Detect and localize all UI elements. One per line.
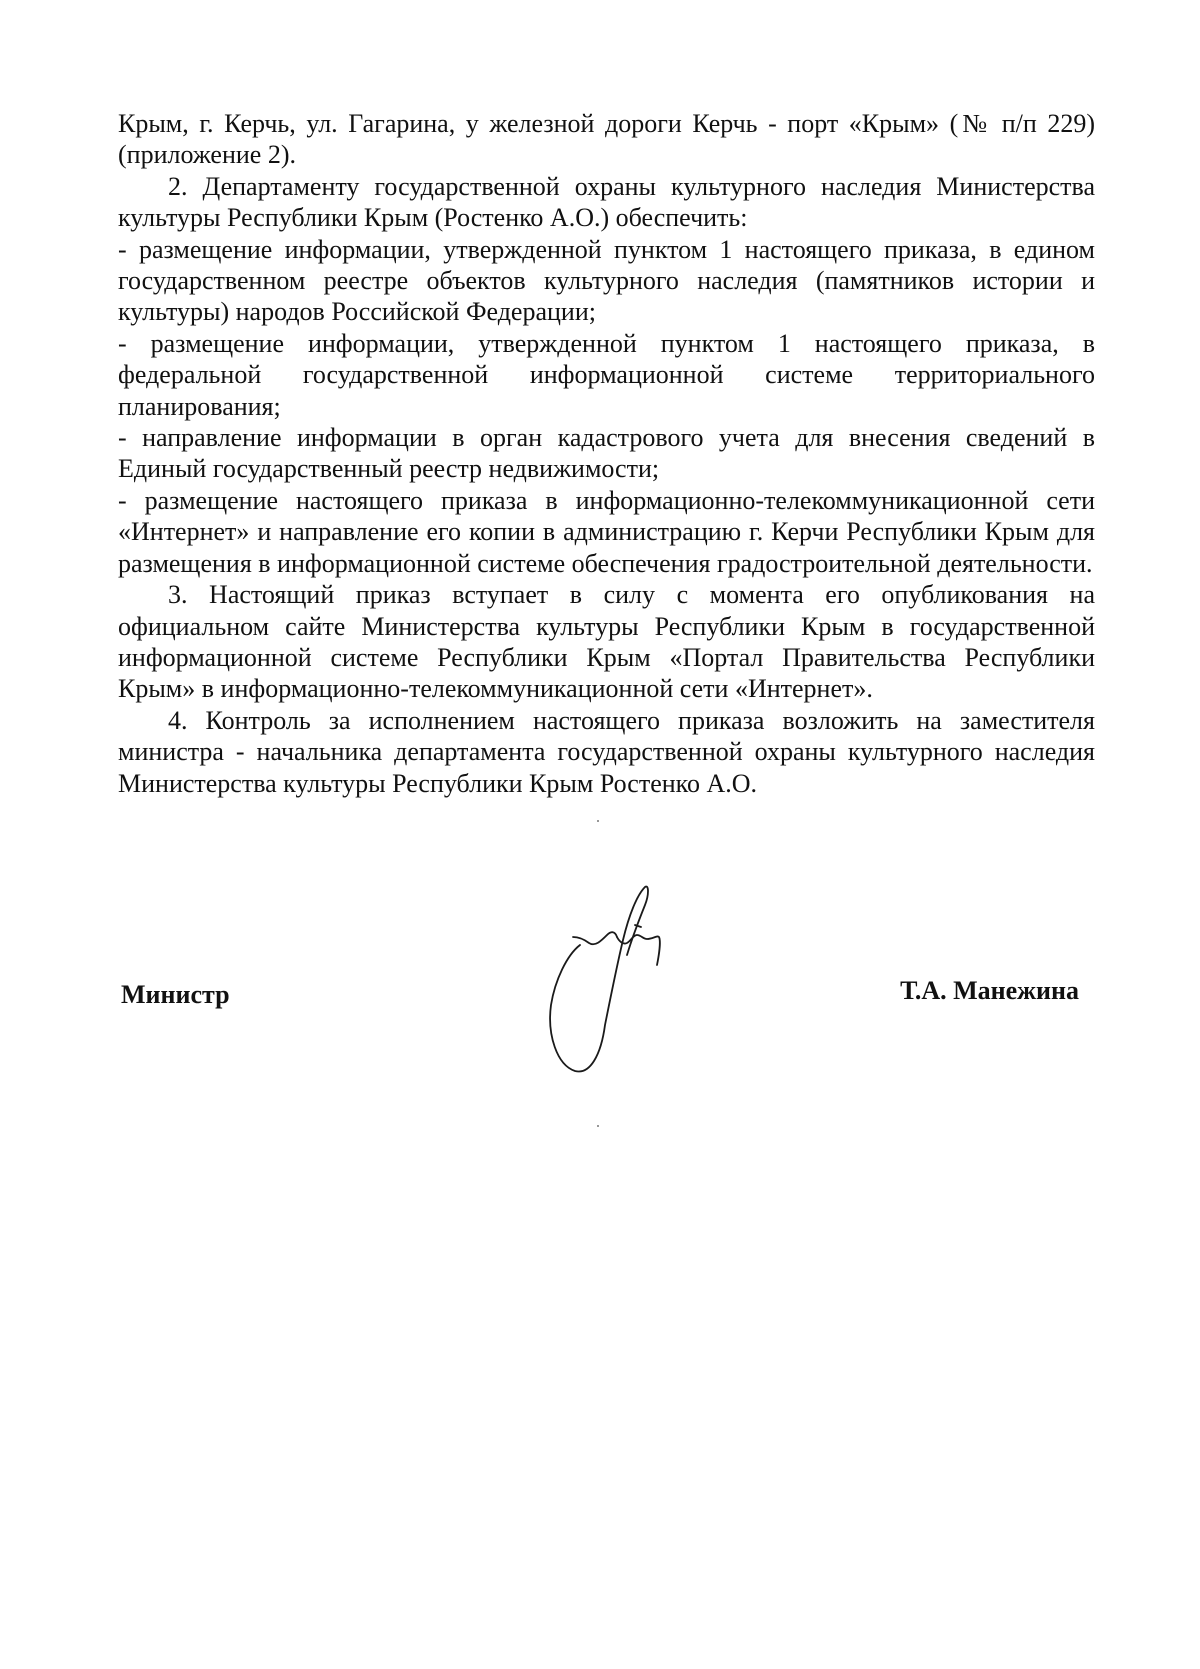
paragraph-2: 2. Департаменту государственной охраны культурного наследия Министерства культуры Республики Крым (Ростенко А.О.) обеспечить: (118, 171, 1095, 233)
bullet-item: - размещение настоящего приказа в информационно-телекоммуникационной сети «Интернет» и направление его копии в администрацию г. Керчи Республики Крым для размещения в информационной системе обеспечения градостроительной деятельности. (118, 485, 1095, 578)
signatory-name: Т.А. Манежина (900, 976, 1079, 1005)
document-body (118, 108, 1095, 799)
paragraph-continuation: Крым, г. Керчь, ул. Гагарина, у железной дороги Керчь - порт «Крым» (№ п/п 229) (приложение 2). (118, 109, 1095, 170)
paragraph-4: 4. Контроль за исполнением настоящего приказа возложить на заместителя министра - начальника департамента государственной охраны культурного наследия Министерства культуры Республики Крым Ростенко А.О. (118, 705, 1095, 798)
paragraph-3: 3. Настоящий приказ вступает в силу с момента его опубликования на официальном сайте Министерства культуры Республики Крым в государственной информационной системе Республики Крым «Портал Правительства Республики Крым» в информационно-телекоммуникационной сети «Интернет». (118, 580, 1095, 704)
bullet-item: - размещение информации, утвержденной пунктом 1 настоящего приказа, в едином государственном реестре объектов культурного наследия (памятников истории и культуры) народов Российской Федерации; (118, 234, 1095, 327)
signatory-position: Министр (121, 980, 230, 1009)
bullet-item: - направление информации в орган кадастрового учета для внесения сведений в Единый государственный реестр недвижимости; (118, 423, 1095, 484)
scan-speck (597, 820, 599, 822)
handwritten-signature-icon (545, 885, 690, 1075)
scan-speck (597, 1125, 599, 1127)
bullet-item: - размещение информации, утвержденной пунктом 1 настоящего приказа, в федеральной государственной информационной системе территориального планирования; (118, 328, 1095, 421)
